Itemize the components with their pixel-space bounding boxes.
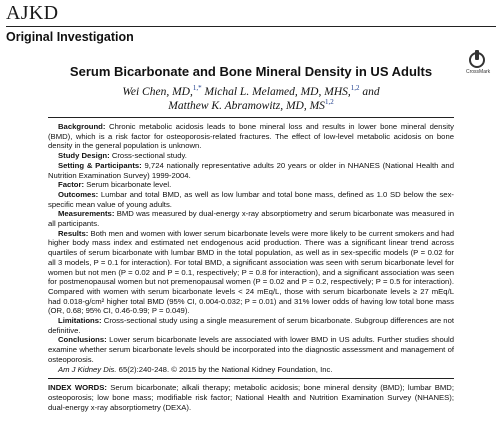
abstract-factor xyxy=(48,180,454,190)
text-results: Both men and women with lower serum bicarbonate levels were more likely to be current smokers and had higher body mass index and estimated net endogenous acid production. There was a significant linear trend across quartiles of serum bicarbonate with lumbar BMD in the total population, as well as in sex-specific models (P = 0.02 for all 3 models, P = 0.1 for interaction). For total BMD, a significant association was seen with serum bicarbonate level for women but not men (P = 0.02 and P = 0.1, respectively; P = 0.8 for interaction), and a significant association was seen for postmenopausal women but not premenopausal women (P = 0.02 and P = 0.2, respectively; P = 0.5 for interaction). Compared with women with serum bicarbonate levels < 24 mEq/L, those with serum bicarbonate levels ≥ 27 mEq/L had 0.018-g/cm² higher total BMD (95% CI, 0.004-0.032; P = 0.01) and 31% lower odds of having low total bone mass (OR, 0.68; 95% CI, 0.46-0.99; P = 0.049). xyxy=(48,228,454,316)
authors-line-2 xyxy=(0,98,502,112)
author-chen[interactable]: Wei Chen, MD, xyxy=(122,85,193,98)
index-words xyxy=(48,383,454,412)
citation xyxy=(48,365,454,375)
author-melamed[interactable]: Michal L. Melamed, MD, MHS, xyxy=(201,85,351,98)
index-words-label: INDEX WORDS: xyxy=(48,383,107,393)
citation-journal[interactable]: Am J Kidney Dis. xyxy=(58,364,117,374)
abstract-outcomes xyxy=(48,190,454,209)
abstract-setting xyxy=(48,161,454,180)
section-label: Original Investigation xyxy=(6,30,134,44)
label-measurements: Measurements: xyxy=(58,209,115,219)
text-background: Chronic metabolic acidosis leads to bone mineral loss and results in lower bone mineral density (BMD), which is a risk factor for osteoporosis-related fractures. The effect of low-level metabolic acidosis on bone density in the general population is unknown. xyxy=(48,122,454,151)
abstract-results xyxy=(48,229,454,316)
text-setting: 9,724 nationally representative adults 20 years or older in NHANES (National Health and Nutrition Examination Survey) 1999-2004. xyxy=(48,160,454,180)
abstract-design xyxy=(48,151,454,161)
label-outcomes: Outcomes: xyxy=(58,189,99,199)
affiliation-sup-2[interactable]: 1,2 xyxy=(350,84,360,92)
text-factor: Serum bicarbonate level. xyxy=(84,180,172,190)
label-results: Results: xyxy=(58,228,89,238)
abstract xyxy=(48,117,454,412)
abstract-conclusions xyxy=(48,335,454,364)
label-setting: Setting & Participants: xyxy=(58,160,142,170)
abstract-limitations xyxy=(48,316,454,335)
header-rule xyxy=(6,26,496,27)
text-measurements: BMD was measured by dual-energy x-ray absorptiometry and serum bicarbonate was measured in all participants. xyxy=(48,209,454,229)
article-title: Serum Bicarbonate and Bone Mineral Density in US Adults xyxy=(69,64,433,79)
affiliation-sup-3[interactable]: 1,2 xyxy=(324,98,334,106)
affiliation-sup-1[interactable]: 1,* xyxy=(192,84,202,92)
text-limitations: Cross-sectional study using a single measurement of serum bicarbonate. Subgroup differences are not definitive. xyxy=(48,316,454,335)
label-design: Study Design: xyxy=(58,151,110,161)
journal-logo: AJKD xyxy=(6,2,59,24)
label-conclusions: Conclusions: xyxy=(58,335,107,345)
label-background: Background: xyxy=(58,122,106,131)
author-abramowitz[interactable]: Matthew K. Abramowitz, MD, MS xyxy=(168,99,325,112)
index-words-text: Serum bicarbonate; alkali therapy; metabolic acidosis; bone mineral density (BMD); lumbar BMD; osteoporosis; low bone mass; modifiable risk factor; National Health and Nutrition Examination Survey (NHANES); dual-energy x-ray absorptiometry (DEXA). xyxy=(48,383,454,412)
label-factor: Factor: xyxy=(58,180,85,190)
abstract-measurements xyxy=(48,209,454,228)
authors-conjunction: and xyxy=(359,85,380,98)
crossmark-label: CrossMark xyxy=(466,69,491,75)
text-design: Cross-sectional study. xyxy=(109,151,187,161)
authors-line-1 xyxy=(0,84,502,98)
label-limitations: Limitations: xyxy=(58,316,102,326)
index-divider xyxy=(48,378,454,379)
text-outcomes: Lumbar and total BMD, as well as low lumbar and total bone mass, defined as 1.0 SD below the sex-specific mean value of young adults. xyxy=(48,189,454,209)
text-conclusions: Lower serum bicarbonate levels are associated with lower BMD in US adults. Further studies should examine whether serum bicarbonate levels should be incorporated into the diagnostic assessment and management of osteoporosis. xyxy=(48,335,454,364)
abstract-background xyxy=(48,122,454,151)
citation-rest: 65(2):240-248. © 2015 by the National Kidney Foundation, Inc. xyxy=(116,364,333,374)
